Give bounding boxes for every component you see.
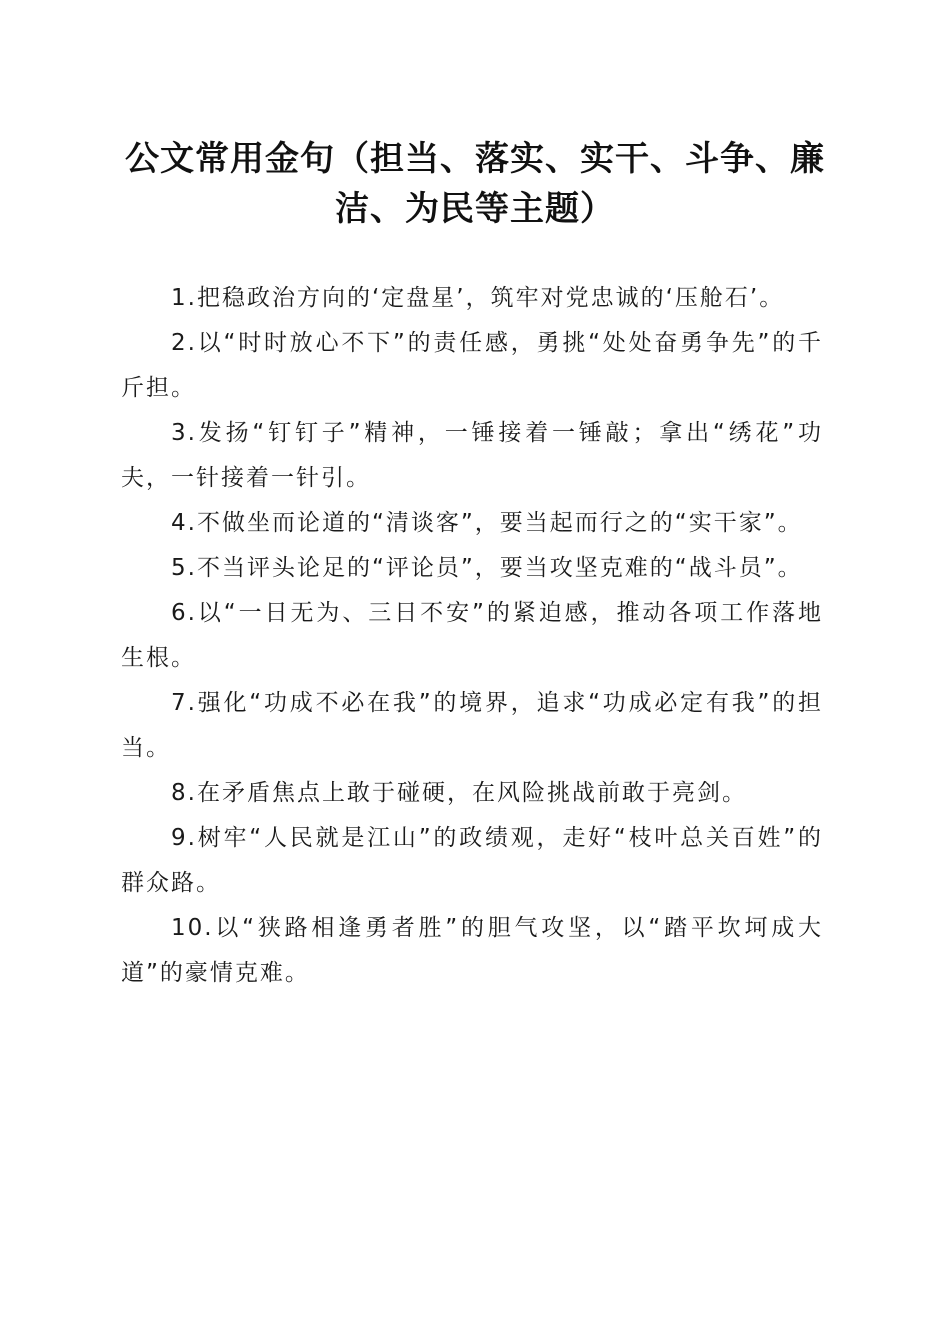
list-item: 10.以“狭路相逢勇者胜”的胆气攻坚，以“踏平坎坷成大道”的豪情克难。 [121, 915, 823, 986]
list-item: 6.以“一日无为、三日不安”的紧迫感，推动各项工作落地生根。 [121, 600, 823, 671]
list-item: 8.在矛盾焦点上敢于碰硬，在风险挑战前敢于亮剑。 [171, 780, 747, 806]
document-body [121, 276, 823, 996]
list-item: 4.不做坐而论道的“清谈客”，要当起而行之的“实干家”。 [171, 510, 803, 536]
title-line-2: 洁、为民等主题） [335, 189, 615, 229]
document-title [110, 134, 840, 234]
list-item: 5.不当评头论足的“评论员”，要当攻坚克难的“战斗员”。 [171, 555, 803, 581]
list-item: 3.发扬“钉钉子”精神，一锤接着一锤敲；拿出“绣花”功夫，一针接着一针引。 [121, 420, 823, 491]
title-line-1: 公文常用金句（担当、落实、实干、斗争、廉 [125, 139, 825, 179]
list-item: 2.以“时时放心不下”的责任感，勇挑“处处奋勇争先”的千斤担。 [121, 330, 823, 401]
list-item: 1.把稳政治方向的‘定盘星’，筑牢对党忠诚的‘压舱石’。 [171, 285, 785, 311]
list-item: 7.强化“功成不必在我”的境界，追求“功成必定有我”的担当。 [121, 690, 823, 761]
list-item: 9.树牢“人民就是江山”的政绩观，走好“枝叶总关百姓”的群众路。 [121, 825, 823, 896]
